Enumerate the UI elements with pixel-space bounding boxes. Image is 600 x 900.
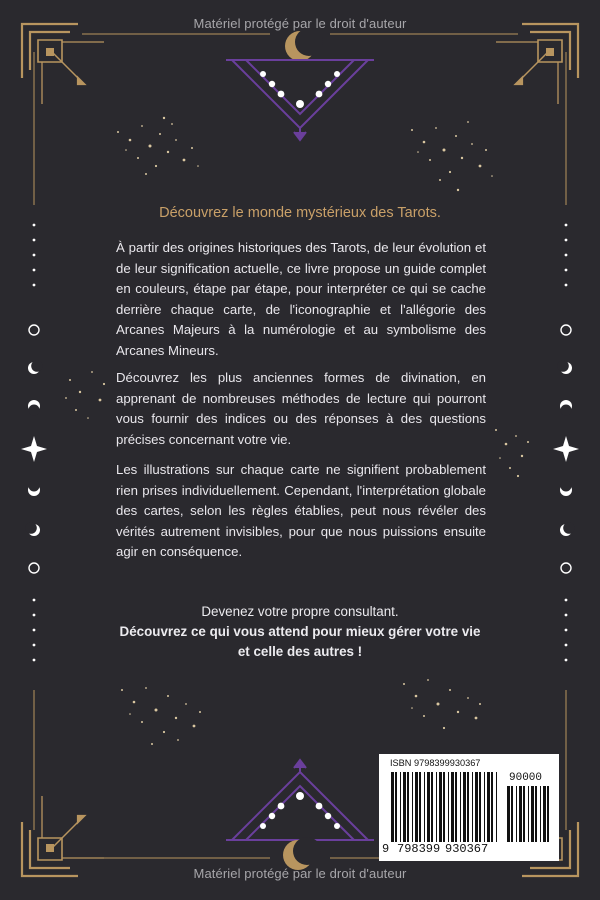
top-moon-icon	[285, 28, 323, 61]
barcode-bar	[412, 772, 413, 842]
copyright-watermark-top: Matériel protégé par le droit d'auteur	[193, 16, 407, 31]
isbn-barcode-box	[379, 754, 559, 861]
barcode-bar	[424, 772, 425, 842]
top-moon-phase-dots	[260, 71, 340, 108]
copyright-watermark-bottom: Matériel protégé par le droit d'auteur	[193, 866, 407, 881]
stardust-cluster-top-right	[411, 121, 493, 191]
barcode-bar	[516, 786, 517, 842]
barcode-bar	[523, 786, 525, 842]
barcode-bar	[395, 772, 397, 842]
barcode-bar	[507, 786, 510, 842]
barcode-bar	[543, 786, 546, 842]
barcode-bar	[400, 772, 401, 842]
barcode-bar	[475, 772, 478, 842]
tagline: Découvrez le monde mystérieux des Tarots.	[159, 205, 441, 221]
barcode-bar	[496, 772, 497, 842]
barcode-bar	[528, 786, 529, 842]
barcode-bar	[531, 786, 534, 842]
closing-call-to-action	[100, 602, 500, 662]
barcode-bar	[484, 772, 485, 842]
barcode-bar	[391, 772, 394, 842]
stardust-cluster-mid-right	[495, 429, 529, 477]
barcode-bar	[519, 786, 522, 842]
description-paragraph-2: Découvrez les plus anciennes formes de divination, en apprenant de nombreuses méthodes de lecture qui pourront vous fournir des indices ou des réponses à des questions précises concernant votre vie.	[116, 370, 486, 447]
stardust-cluster-mid-left	[65, 371, 105, 419]
closing-line: Devenez votre propre consultant.	[201, 604, 399, 619]
barcode-bar	[540, 786, 541, 842]
barcode-bar	[463, 772, 466, 842]
right-moon-phase-column	[553, 224, 579, 662]
barcode-bar	[487, 772, 490, 842]
barcode-bar	[472, 772, 473, 842]
barcode-bar	[436, 772, 437, 842]
barcode-bar	[431, 772, 433, 842]
barcode-bar	[448, 772, 449, 842]
barcode-bar	[427, 772, 430, 842]
description-paragraph-3: Les illustrations sur chaque carte ne signifient probablement rien prises individuellement. Cependant, l'interprétation globale des cartes, selon les règles établies, peut nous révéler des vérités autrement invisibles, pour que nous puissions ensuite agir en conséquence.	[116, 462, 486, 559]
barcode-bar	[415, 772, 418, 842]
barcode-bar	[491, 772, 493, 842]
barcode-bar	[511, 786, 513, 842]
barcode-bar	[419, 772, 421, 842]
left-moon-phase-column	[21, 224, 47, 662]
barcode-bar	[479, 772, 481, 842]
closing-bold-line-2: et celle des autres !	[237, 644, 363, 659]
stardust-cluster-bottom-right	[403, 679, 481, 729]
stardust-cluster-top-left	[117, 117, 199, 175]
bottom-moon-phase-dots	[260, 792, 340, 829]
isbn-digit-group-left: 798399	[397, 842, 441, 856]
description-paragraph-1: À partir des origines historiques des Tarots, de leur évolution et de leur signification actuelle, ce livre propose un guide complet en couleurs, étape par étape, pour interpréter ce qui se cache derrière chaque carte, de l'iconographie et l'allégorie des Arcanes Majeurs à la numérologie et au symbolisme des Arcanes Mineurs.	[116, 240, 486, 358]
isbn-digit-group-right: 930367	[445, 842, 489, 856]
closing-bold-line-1: Découvrez ce qui vous attend pour mieux gérer votre vie	[119, 624, 481, 639]
barcode-bar	[443, 772, 445, 842]
price-code: 90000	[509, 772, 543, 784]
barcode-bar	[467, 772, 469, 842]
isbn-digit-prefix: 9	[382, 842, 390, 856]
barcode-bar	[451, 772, 454, 842]
barcode-bar	[455, 772, 457, 842]
barcode-bar	[547, 786, 549, 842]
barcode-bar	[407, 772, 409, 842]
barcode-bar	[403, 772, 406, 842]
stardust-cluster-bottom-left	[121, 687, 201, 745]
barcode-bar	[535, 786, 537, 842]
isbn-label: ISBN 9798399930367	[390, 758, 481, 768]
barcode-bar	[460, 772, 461, 842]
barcode-bar	[439, 772, 442, 842]
